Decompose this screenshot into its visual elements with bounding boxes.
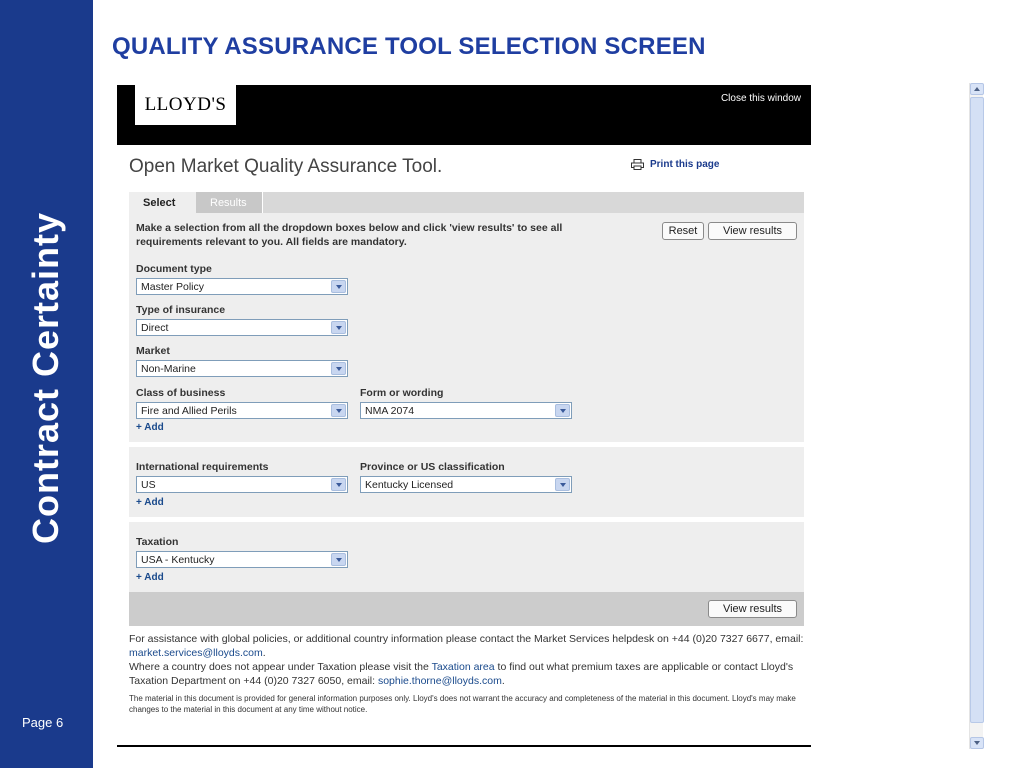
tab-results[interactable]: Results [196, 192, 263, 213]
logo-text: LLOYD'S [144, 94, 227, 115]
chevron-down-icon [331, 478, 346, 491]
tax-end: . [501, 675, 505, 687]
add-taxation-link[interactable]: + Add [136, 572, 164, 583]
international-requirements-value: US [141, 479, 156, 491]
tool-window [117, 85, 811, 725]
class-of-business-select[interactable] [136, 402, 348, 419]
add-international-link[interactable]: + Add [136, 497, 164, 508]
tax-text-2: to find out what premium taxes are applicable or contact Lloyd's Taxation Department on +44 (0)20 7327 6050, email: [129, 661, 794, 687]
chevron-down-icon [555, 404, 570, 417]
document-type-select[interactable] [136, 278, 348, 295]
province-label: Province or US classification [360, 461, 505, 473]
chevron-up-icon [974, 87, 980, 91]
chevron-down-icon [331, 280, 346, 293]
taxation-select[interactable] [136, 551, 348, 568]
side-band [0, 0, 93, 768]
market-label: Market [136, 345, 170, 357]
view-results-button[interactable]: View results [708, 222, 797, 240]
instructions-text: Make a selection from all the dropdown boxes below and click 'view results' to see all requirements relevant to you. All fields are mandatory. [136, 222, 563, 248]
disclaimer: The material in this document is provided for general information purposes only. Lloyd's does not warrant the accuracy and completeness of the material in this document. Lloyd's may make changes to the material in this document at any time without notice. [129, 694, 796, 714]
printer-icon [631, 159, 644, 170]
tool-title: Open Market Quality Assurance Tool. [129, 156, 443, 177]
assist-end: . [262, 647, 266, 659]
add-class-link[interactable]: + Add [136, 422, 164, 433]
header-bar [117, 85, 811, 145]
chevron-down-icon [331, 362, 346, 375]
form-or-wording-value: NMA 2074 [365, 405, 415, 417]
type-of-insurance-select[interactable] [136, 319, 348, 336]
province-value: Kentucky Licensed [365, 479, 454, 491]
taxation-label: Taxation [136, 536, 179, 548]
form-or-wording-select[interactable] [360, 402, 572, 419]
market-value: Non-Marine [141, 363, 196, 375]
chevron-down-icon [974, 741, 980, 745]
international-requirements-select[interactable] [136, 476, 348, 493]
scroll-up-button[interactable] [970, 83, 984, 95]
vertical-scrollbar[interactable] [969, 83, 983, 749]
print-page-link[interactable] [631, 159, 719, 170]
scroll-thumb[interactable] [970, 97, 984, 723]
chevron-down-icon [555, 478, 570, 491]
tax-text-1: Where a country does not appear under Taxation please visit the [129, 661, 432, 673]
class-of-business-label: Class of business [136, 387, 226, 399]
chevron-down-icon [331, 553, 346, 566]
province-select[interactable] [360, 476, 572, 493]
view-results-bottom-button[interactable]: View results [708, 600, 797, 618]
lloyds-logo [135, 85, 236, 125]
taxation-value: USA - Kentucky [141, 554, 215, 566]
close-window-link[interactable]: Close this window [720, 93, 801, 104]
scroll-down-button[interactable] [970, 737, 984, 749]
form-or-wording-label: Form or wording [360, 387, 444, 399]
tab-select[interactable]: Select [129, 192, 196, 213]
class-of-business-value: Fire and Allied Perils [141, 405, 237, 417]
international-requirements-label: International requirements [136, 461, 269, 473]
taxation-email-link[interactable]: sophie.thorne@lloyds.com [377, 675, 502, 687]
selection-panel [129, 213, 804, 442]
reset-button[interactable]: Reset [662, 222, 704, 240]
tab-bar [129, 192, 804, 213]
divider-rule [117, 745, 811, 747]
assist-text: For assistance with global policies, or additional country information please contact the Market Services helpdesk on +44 (0)20 7327 6677, email: [129, 633, 804, 645]
type-of-insurance-label: Type of insurance [136, 304, 226, 316]
international-panel [129, 447, 804, 517]
chevron-down-icon [331, 321, 346, 334]
type-of-insurance-value: Direct [141, 322, 169, 334]
print-label: Print this page [650, 159, 720, 170]
taxation-panel [129, 522, 804, 592]
taxation-area-link[interactable]: Taxation area [431, 661, 495, 673]
document-type-label: Document type [136, 263, 212, 275]
results-bar [129, 592, 804, 626]
slide-title: QUALITY ASSURANCE TOOL SELECTION SCREEN [112, 33, 706, 60]
document-type-value: Master Policy [141, 281, 205, 293]
chevron-down-icon [331, 404, 346, 417]
taxation-text [129, 660, 809, 688]
side-title: Contract Certainty [25, 211, 66, 545]
assistance-text [129, 632, 809, 660]
market-services-email-link[interactable]: market.services@lloyds.com [129, 647, 263, 659]
page-number: Page 6 [22, 715, 64, 730]
market-select[interactable] [136, 360, 348, 377]
